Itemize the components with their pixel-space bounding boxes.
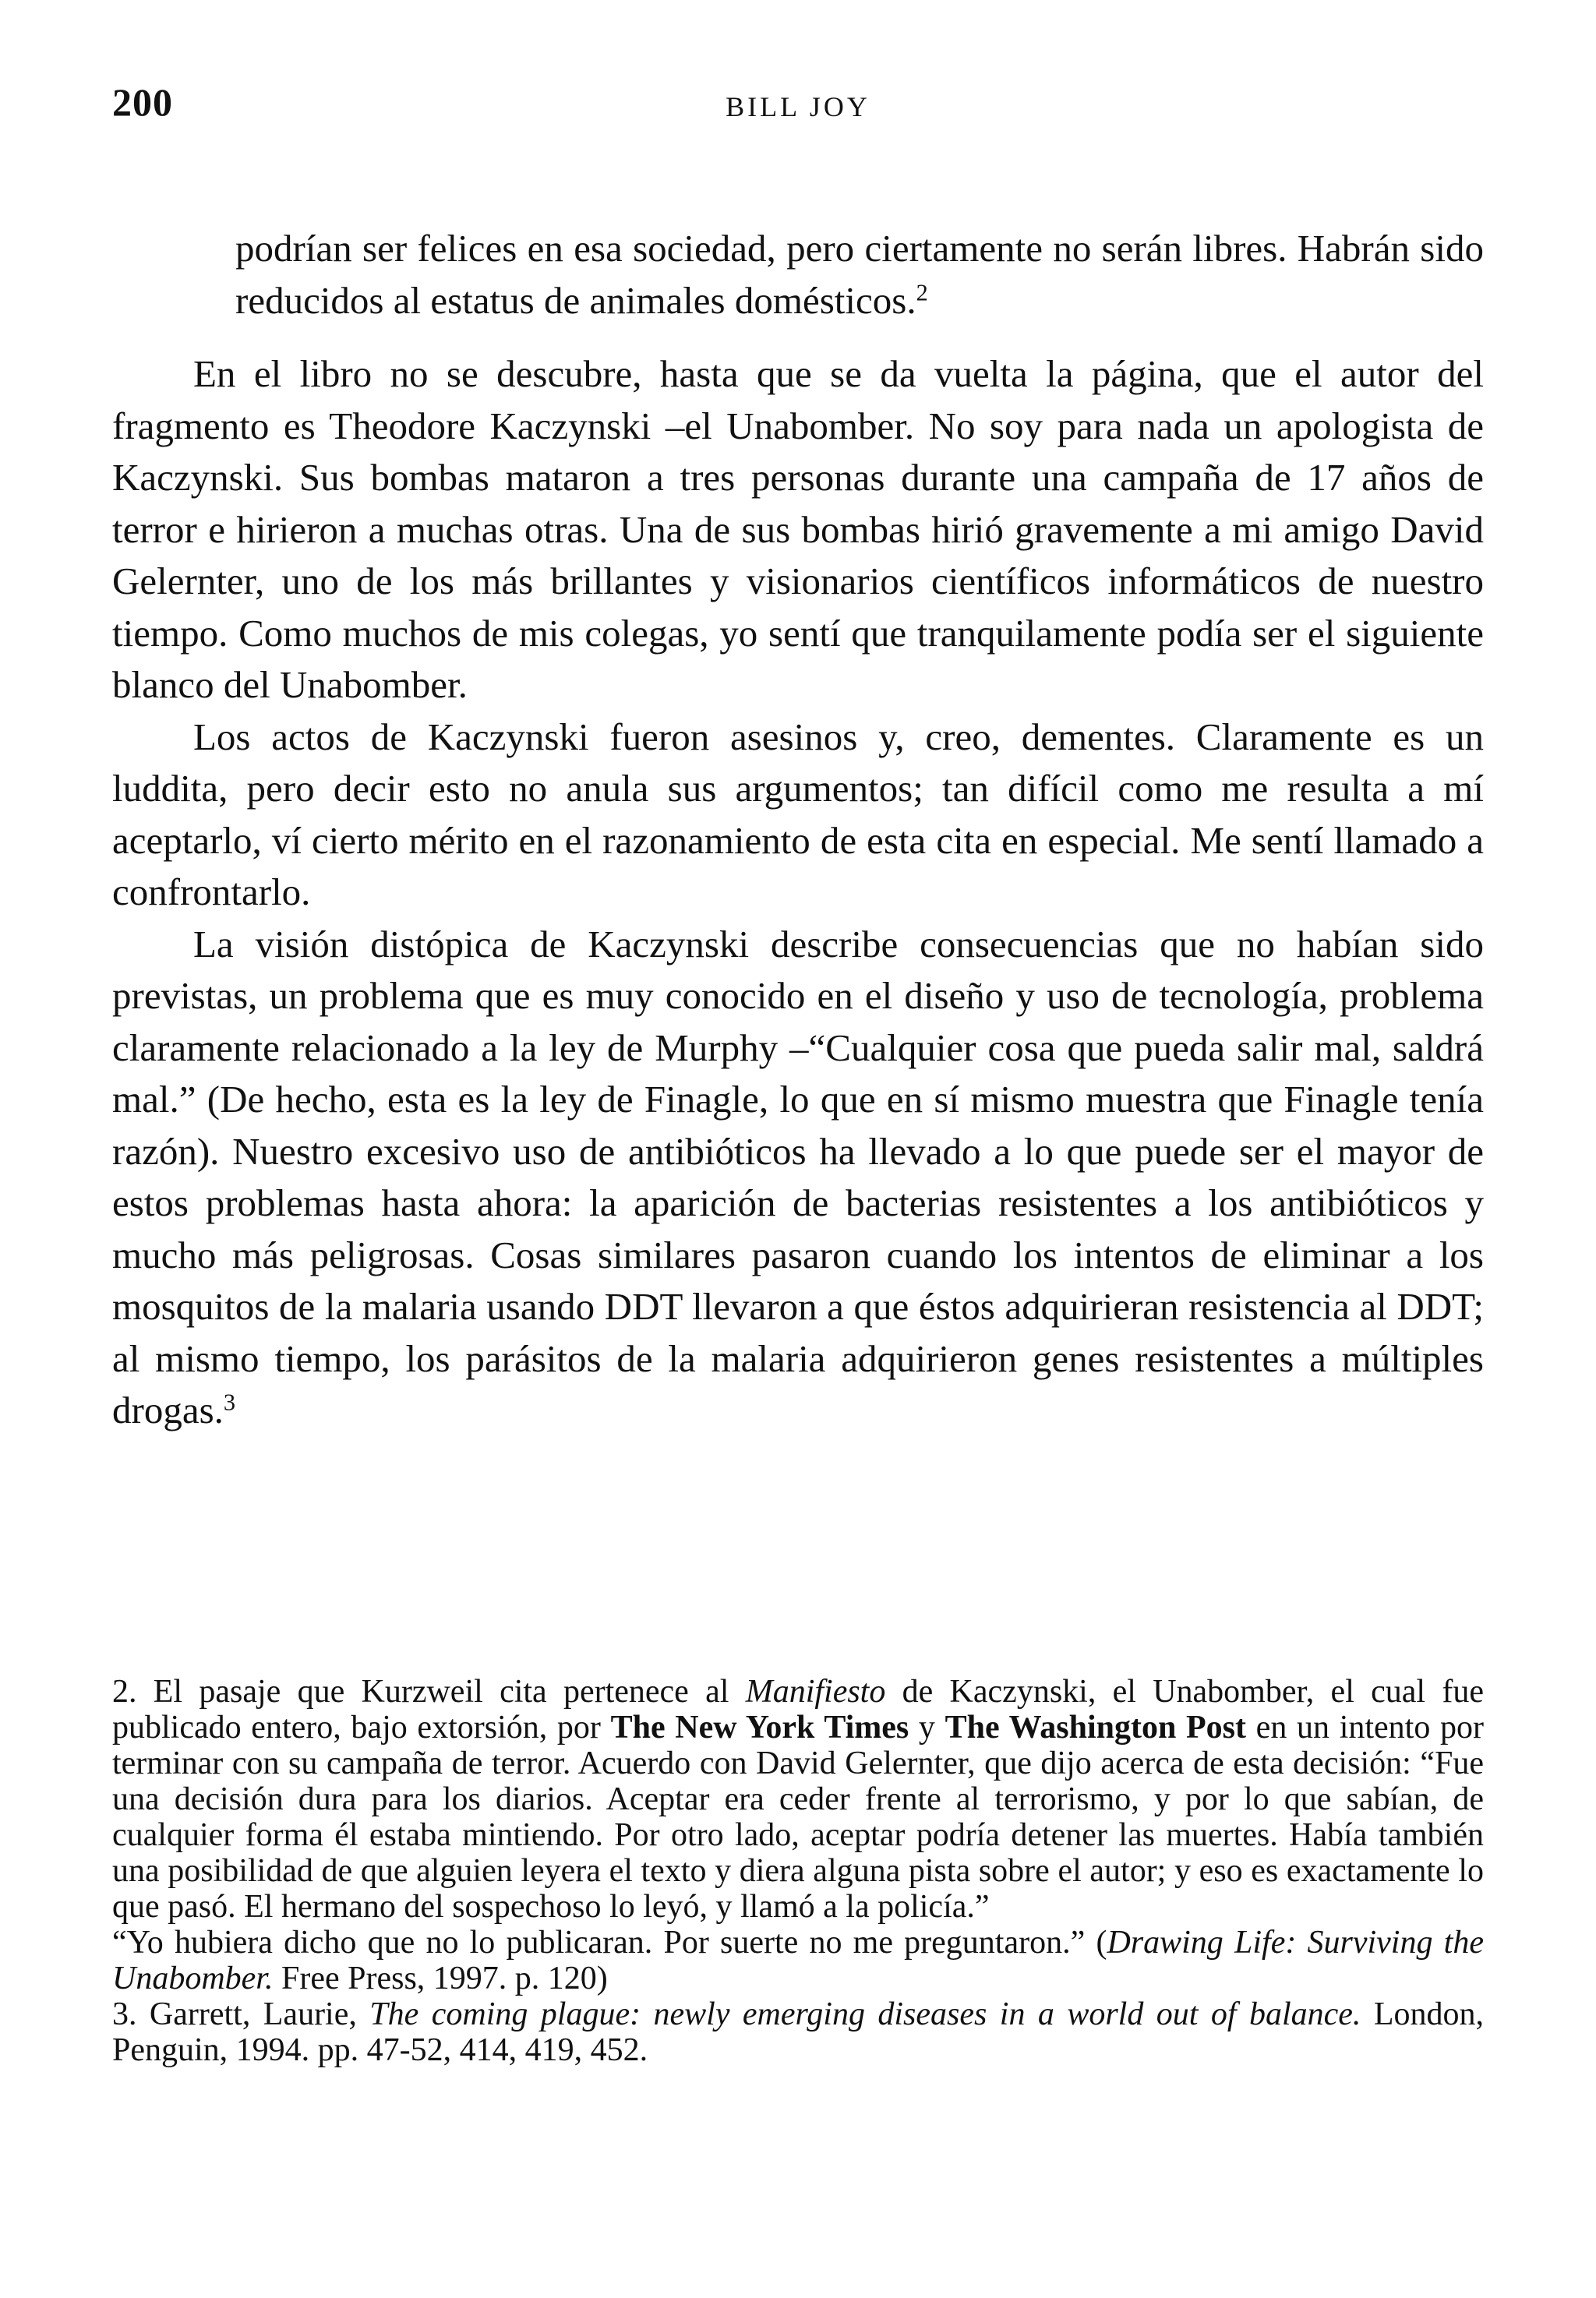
- body-text: [112, 223, 1484, 1437]
- footnote-ref-3: 3: [223, 1389, 236, 1416]
- running-title: BILL JOY: [726, 91, 870, 122]
- page-number: 200: [112, 80, 173, 124]
- footnote-3-rest: London, Penguin, 1994. pp. 47-52, 414, 419, 452.: [112, 1996, 1485, 2068]
- footnote-ref-2: 2: [916, 278, 928, 305]
- footnote-2-wapo: The Washington Post: [945, 1710, 1246, 1746]
- footnote-2-manifesto: Manifiesto: [745, 1674, 886, 1710]
- paragraph-2: Los actos de Kaczynski fueron asesinos y, creo, dementes. Claramente es un luddita, pero decir esto no anula sus argumentos; tan difícil como me resulta a mí aceptarlo, ví cierto mérito en el razonamiento de esta cita en especial. Me sentí llamado a confrontarlo.: [112, 715, 1484, 913]
- footnote-2-and: y: [909, 1710, 945, 1746]
- footnote-2-cont-rest: Free Press, 1997. p. 120): [273, 1961, 608, 1996]
- footnotes: [112, 1674, 1484, 2068]
- footnote-2-cont-lead: “Yo hubiera dicho que no lo publicaran. Por suerte no me preguntaron.” (: [112, 1925, 1107, 1961]
- footnote-2-continuation: [112, 1925, 1484, 1996]
- paragraph-1: En el libro no se descubre, hasta que se da vuelta la página, que el autor del fragmento es Theodore Kaczynski –el Unabomber. No soy para nada un apologista de Kaczynski. Sus bombas mataron a tres personas durante una campaña de 17 años de terror e hirieron a muchas otras. Una de sus bombas hirió gravemente a mi amigo David Gelernter, uno de los más brillantes y visionarios científicos informáticos de nuestro tiempo. Como muchos de mis colegas, yo sentí que tranquilamente podía ser el siguiente blanco del Unabomber.: [112, 352, 1484, 706]
- quote-text: podrían ser felices en esa sociedad, pero ciertamente no serán libres. Habrán sido reducidos al estatus de animales domésticos.: [235, 227, 1484, 322]
- paragraph-3-text: La visión distópica de Kaczynski describe consecuencias que no habían sido previstas, un problema que es muy conocido en el diseño y uso de tecnología, problema claramente relacionado a la ley de Murphy –“Cualquier cosa que pueda salir mal, saldrá mal.” (De hecho, esta es la ley de Finagle, lo que en sí mismo muestra que Finagle tenía razón). Nuestro excesivo uso de antibióticos ha llevado a lo que puede ser el mayor de estos problemas hasta ahora: la aparición de bacterias resistentes a los antibióticos y mucho más peligrosas. Cosas similares pasaron cuando los intentos de eliminar a los mosquitos de la malaria usando DDT llevaron a que éstos adquirieran resistencia al DDT; al mismo tiempo, los parásitos de la malaria adquirieron genes resistentes a múltiples drogas.: [112, 922, 1484, 1431]
- running-head: [112, 79, 1484, 126]
- footnote-2-rest: en un intento por terminar con su campaña de terror. Acuerdo con David Gelernter, que dijo acerca de esta decisión: “Fue una decisión dura para los diarios. Aceptar era ceder frente al terrorismo, y por lo que sabían, de cualquier forma él estaba mintiendo. Por otro lado, aceptar podría detener las muertes. Había también una posibilidad de que alguien leyera el texto y diera alguna pista sobre el autor; y eso es exactamente lo que pasó. El hermano del sospechoso lo leyó, y llamó a la policía.”: [112, 1710, 1485, 1925]
- footnote-2-mid: de Kaczynski, el Unabomber, el cual fue publicado entero, bajo extorsión, por: [112, 1674, 1485, 1746]
- footnote-3-title: The coming plague: newly emerging diseases in a world out of balance.: [369, 1996, 1361, 2032]
- block-quote: [112, 223, 1484, 327]
- paragraph-3: [112, 919, 1484, 1437]
- footnote-2-lead: 2. El pasaje que Kurzweil cita pertenece al: [112, 1674, 746, 1710]
- footnote-2-cont-book: Drawing Life: Surviving the Unabomber.: [112, 1925, 1484, 1996]
- footnote-2-nyt: The New York Times: [610, 1710, 909, 1746]
- footnote-3: [112, 1996, 1484, 2068]
- footnote-2: [112, 1674, 1484, 1925]
- footnote-3-lead: 3. Garrett, Laurie,: [112, 1996, 370, 2032]
